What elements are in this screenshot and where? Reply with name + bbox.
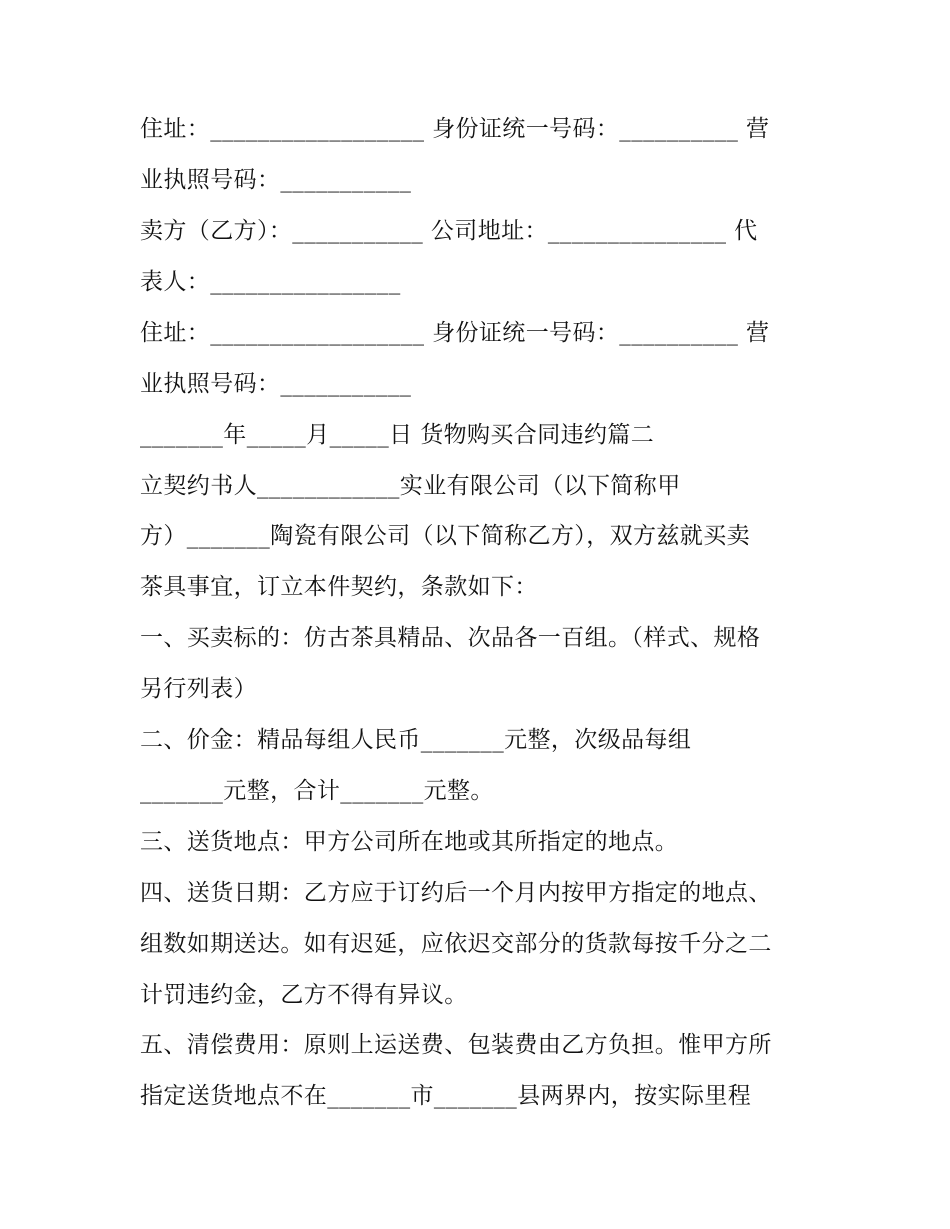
text-line-17: 组数如期送达。如有迟延，应依迟交部分的货款每按千分之二 (140, 931, 772, 957)
text-line-1: 住址：__________________ 身份证统一号码：__________ 营 (140, 116, 770, 142)
text-line-4: 表人：________________ (140, 269, 401, 295)
text-line-20: 指定送货地点不在_______市_______县两界内，按实际里程 (140, 1083, 752, 1109)
text-line-2: 业执照号码：___________ (140, 167, 412, 193)
text-line-18: 计罚违约金，乙方不得有异议。 (140, 982, 468, 1008)
text-line-12: 另行列表） (140, 676, 257, 702)
text-line-10: 茶具事宜，订立本件契约，条款如下： (140, 574, 538, 600)
text-line-11: 一、买卖标的：仿古茶具精品、次品各一百组。（样式、规格 (140, 625, 761, 651)
text-line-3: 卖方（乙方）：___________ 公司地址：_______________ 代 (140, 218, 758, 244)
text-line-8: 立契约书人____________实业有限公司（以下简称甲 (140, 473, 681, 499)
text-line-14: _______元整，合计_______元整。 (140, 778, 494, 804)
text-line-7: _______年_____月_____日 货物购买合同违约篇二 (140, 422, 655, 448)
text-line-9: 方）_______陶瓷有限公司（以下简称乙方），双方兹就买卖 (140, 523, 750, 549)
text-line-6: 业执照号码：___________ (140, 371, 412, 397)
text-line-5: 住址：__________________ 身份证统一号码：__________ 营 (140, 320, 770, 346)
text-line-15: 三、送货地点：甲方公司所在地或其所指定的地点。 (140, 829, 679, 855)
text-line-16: 四、送货日期：乙方应于订约后一个月内按甲方指定的地点、 (140, 880, 772, 906)
text-line-19: 五、清偿费用：原则上运送费、包装费由乙方负担。惟甲方所 (140, 1032, 772, 1058)
text-line-13: 二、价金：精品每组人民币_______元整，次级品每组 (140, 727, 692, 753)
